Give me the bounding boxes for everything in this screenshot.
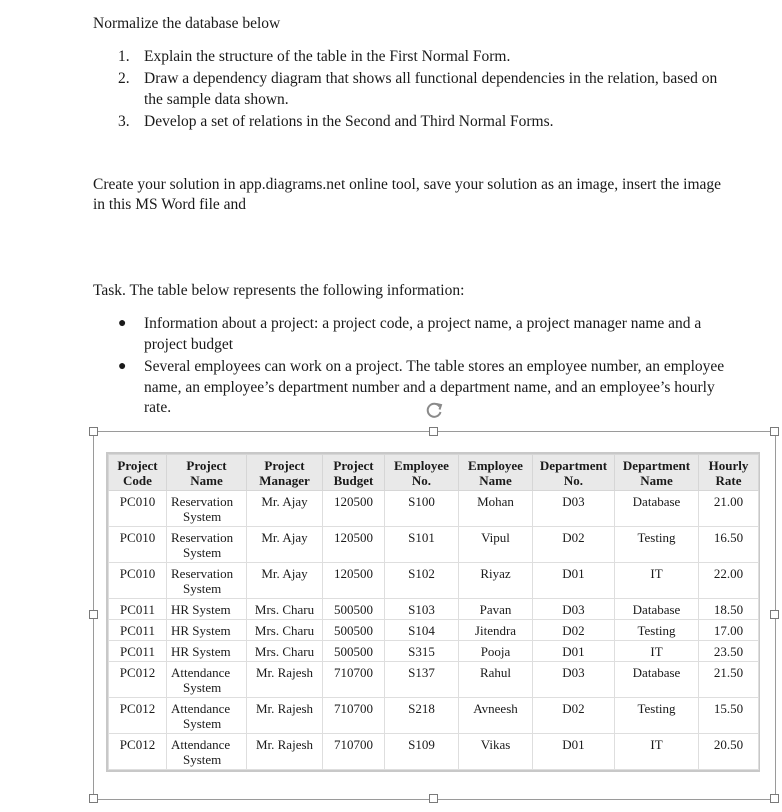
project-manager-cell: Mr. Rajesh	[247, 662, 323, 698]
project-code-cell: PC011	[109, 641, 167, 662]
table-row	[109, 641, 759, 662]
department-name-cell: Testing	[615, 620, 699, 641]
instructions-paragraph: Create your solution in app.diagrams.net online tool, save your solution as an image, insert the image in this MS Word file and	[93, 176, 722, 213]
hourly-rate-cell: 18.50	[699, 599, 759, 620]
project-code-cell: PC012	[109, 698, 167, 734]
hourly-rate-cell: 16.50	[699, 527, 759, 563]
step-item	[118, 46, 718, 67]
hourly-rate-cell: 21.50	[699, 662, 759, 698]
bullet-icon: ●	[118, 359, 127, 374]
project-code-cell: PC012	[109, 734, 167, 770]
table-row	[109, 620, 759, 641]
resize-handle-icon[interactable]	[89, 794, 98, 803]
employee-name-cell: Vikas	[459, 734, 533, 770]
project-budget-cell: 120500	[323, 527, 385, 563]
project-manager-cell: Mrs. Charu	[247, 599, 323, 620]
employee-no-cell: S103	[385, 599, 459, 620]
department-no-cell: D03	[533, 599, 615, 620]
task-heading: Task. The table below represents the following information:	[93, 282, 465, 299]
project-manager-cell: Mrs. Charu	[247, 641, 323, 662]
employee-name-cell: Rahul	[459, 662, 533, 698]
rotate-handle-icon[interactable]	[424, 400, 444, 420]
table-row	[109, 698, 759, 734]
column-header: Department Name	[615, 455, 699, 491]
project-code-cell: PC010	[109, 527, 167, 563]
department-name-cell: Database	[615, 599, 699, 620]
project-code-cell: PC010	[109, 563, 167, 599]
column-header: Hourly Rate	[699, 455, 759, 491]
column-header: Project Code	[109, 455, 167, 491]
project-name-cell: Attendance System	[167, 734, 247, 770]
project-manager-cell: Mrs. Charu	[247, 620, 323, 641]
department-no-cell: D01	[533, 734, 615, 770]
project-budget-cell: 710700	[323, 662, 385, 698]
column-header: Employee No.	[385, 455, 459, 491]
employee-no-cell: S100	[385, 491, 459, 527]
bullet-item	[118, 357, 728, 419]
column-header: Project Budget	[323, 455, 385, 491]
resize-handle-icon[interactable]	[429, 794, 438, 803]
project-name-cell: HR System	[167, 599, 247, 620]
table-row	[109, 527, 759, 563]
employee-name-cell: Riyaz	[459, 563, 533, 599]
department-no-cell: D02	[533, 527, 615, 563]
hourly-rate-cell: 15.50	[699, 698, 759, 734]
project-budget-cell: 500500	[323, 599, 385, 620]
data-table	[108, 454, 759, 770]
employee-name-cell: Mohan	[459, 491, 533, 527]
department-name-cell: Database	[615, 491, 699, 527]
intro-text: Normalize the database below	[93, 15, 281, 32]
employee-name-cell: Avneesh	[459, 698, 533, 734]
project-name-cell: HR System	[167, 641, 247, 662]
employee-no-cell: S104	[385, 620, 459, 641]
table-image	[106, 452, 760, 772]
project-manager-cell: Mr. Ajay	[247, 563, 323, 599]
step-text: Explain the structure of the table in the First Normal Form.	[144, 48, 511, 65]
hourly-rate-cell: 23.50	[699, 641, 759, 662]
project-budget-cell: 710700	[323, 734, 385, 770]
department-no-cell: D03	[533, 491, 615, 527]
department-no-cell: D01	[533, 563, 615, 599]
column-header: Employee Name	[459, 455, 533, 491]
resize-handle-icon[interactable]	[770, 427, 779, 436]
step-item	[118, 111, 718, 132]
project-budget-cell: 500500	[323, 641, 385, 662]
resize-handle-icon[interactable]	[89, 427, 98, 436]
project-code-cell: PC011	[109, 599, 167, 620]
step-item	[118, 68, 718, 110]
step-text: Develop a set of relations in the Second and Third Normal Forms.	[144, 113, 554, 130]
project-name-cell: Reservation System	[167, 563, 247, 599]
table-row	[109, 734, 759, 770]
column-header: Project Name	[167, 455, 247, 491]
hourly-rate-cell: 20.50	[699, 734, 759, 770]
bullet-item	[118, 314, 728, 355]
department-no-cell: D02	[533, 698, 615, 734]
bullet-text: Information about a project: a project code, a project name, a project manager name and a project budget	[144, 315, 702, 353]
project-budget-cell: 120500	[323, 563, 385, 599]
table-header-row	[109, 455, 759, 491]
employee-no-cell: S102	[385, 563, 459, 599]
project-name-cell: Attendance System	[167, 698, 247, 734]
project-name-cell: Attendance System	[167, 662, 247, 698]
step-number: 3.	[118, 113, 130, 130]
project-name-cell: Reservation System	[167, 527, 247, 563]
employee-name-cell: Pooja	[459, 641, 533, 662]
column-header: Department No.	[533, 455, 615, 491]
employee-no-cell: S218	[385, 698, 459, 734]
employee-no-cell: S109	[385, 734, 459, 770]
step-number: 2.	[118, 70, 130, 87]
project-manager-cell: Mr. Rajesh	[247, 734, 323, 770]
table-row	[109, 599, 759, 620]
department-name-cell: IT	[615, 734, 699, 770]
department-no-cell: D01	[533, 641, 615, 662]
project-budget-cell: 500500	[323, 620, 385, 641]
resize-handle-icon[interactable]	[770, 610, 779, 619]
project-manager-cell: Mr. Rajesh	[247, 698, 323, 734]
step-number: 1.	[118, 48, 130, 65]
bullet-text: Several employees can work on a project. The table stores an employee number, an employee name, an employee’s department number and a department name, and an employee’s hourly rate.	[144, 358, 725, 416]
employee-no-cell: S137	[385, 662, 459, 698]
department-no-cell: D02	[533, 620, 615, 641]
project-name-cell: Reservation System	[167, 491, 247, 527]
department-name-cell: IT	[615, 563, 699, 599]
employee-name-cell: Vipul	[459, 527, 533, 563]
employee-name-cell: Jitendra	[459, 620, 533, 641]
project-manager-cell: Mr. Ajay	[247, 491, 323, 527]
table-row	[109, 491, 759, 527]
department-name-cell: Database	[615, 662, 699, 698]
hourly-rate-cell: 17.00	[699, 620, 759, 641]
project-name-cell: HR System	[167, 620, 247, 641]
table-row	[109, 662, 759, 698]
department-name-cell: Testing	[615, 698, 699, 734]
resize-handle-icon[interactable]	[770, 794, 779, 803]
steps-list	[118, 46, 718, 133]
project-budget-cell: 710700	[323, 698, 385, 734]
project-budget-cell: 120500	[323, 491, 385, 527]
employee-no-cell: S315	[385, 641, 459, 662]
department-name-cell: Testing	[615, 527, 699, 563]
project-code-cell: PC010	[109, 491, 167, 527]
resize-handle-icon[interactable]	[89, 610, 98, 619]
department-no-cell: D03	[533, 662, 615, 698]
project-manager-cell: Mr. Ajay	[247, 527, 323, 563]
department-name-cell: IT	[615, 641, 699, 662]
table-row	[109, 563, 759, 599]
bullet-list	[118, 314, 728, 421]
employee-name-cell: Pavan	[459, 599, 533, 620]
project-code-cell: PC012	[109, 662, 167, 698]
resize-handle-icon[interactable]	[429, 427, 438, 436]
hourly-rate-cell: 21.00	[699, 491, 759, 527]
bullet-icon: ●	[118, 316, 127, 331]
employee-no-cell: S101	[385, 527, 459, 563]
step-text: Draw a dependency diagram that shows all functional dependencies in the relation, based on the sample data shown.	[144, 70, 718, 108]
hourly-rate-cell: 22.00	[699, 563, 759, 599]
project-code-cell: PC011	[109, 620, 167, 641]
column-header: Project Manager	[247, 455, 323, 491]
